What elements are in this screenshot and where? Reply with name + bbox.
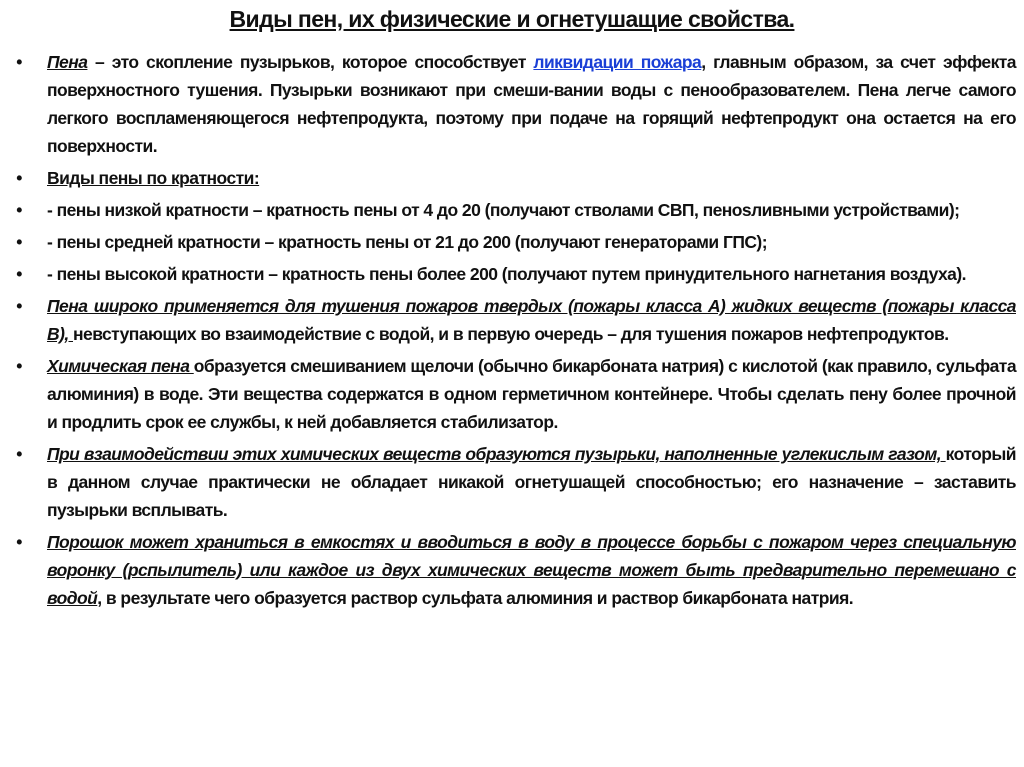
text-segment: - пены низкой кратности – кратность пены от 4 до 20 (получают стволами СВП, пенosливными устройствами); — [47, 200, 960, 220]
bullet-icon: • — [16, 444, 22, 464]
bullet-icon: • — [16, 232, 22, 252]
emphasized-text: Химическая пена — [47, 356, 194, 376]
emphasized-text: При взаимодействии этих химических веществ образуются пузырьки, наполненные углекислым газом, — [47, 444, 946, 464]
emphasized-text: Порошок может храниться в емкостях и вводиться в воду в процессе борьбы с пожаром через специальную воронку (рспылитель) или каждое из двух химических веществ может быть предварительно перемешано с водой — [47, 532, 1016, 608]
bullet-icon: • — [16, 532, 22, 552]
bullet-icon: • — [16, 264, 22, 284]
text-segment: , главным образом, за счет эффекта поверхностного тушения. Пузырьки возникают при смеши-вании воды с пенообразователем. Пена легче самого легкого воспламеняющегося нефтепродукта, поэтому при подаче на горящий нефтепродукт она остается на его поверхности. — [47, 52, 1016, 156]
text-segment: – это скопление пузырьков, которое способствует — [87, 52, 534, 72]
text-segment: невступающих во взаимодействие с водой, и в первую очередь – для тушения пожаров нефтепродуктов. — [73, 324, 949, 344]
list-item — [12, 164, 1016, 192]
text-segment: который в данном случае практически не обладает никакой огнетушащей способностью; его назначение – заставить пузырьки всплывать. — [47, 444, 1016, 520]
bullet-icon: • — [16, 356, 22, 376]
emphasized-text: Пена широко применяется для тушения пожаров твердых (пожары класса А) жидких веществ (пожары класса В), — [47, 296, 1016, 344]
text-segment: образуется смешиванием щелочи (обычно бикарбоната натрия) с кислотой (как правило, сульфата алюминия) в воде. Эти вещества содержатся в одном герметичном контейнере. Чтобы сделать пену более прочной и продлить срок ее службы, к ней добавляется стабилизатор. — [47, 356, 1016, 432]
list-item — [12, 48, 1016, 160]
bullet-icon: • — [16, 200, 22, 220]
list-item — [12, 528, 1016, 612]
list-item — [12, 260, 1016, 288]
list-item — [12, 352, 1016, 436]
bullet-icon: • — [16, 52, 22, 72]
emphasized-text: Пена — [47, 52, 88, 72]
list-item — [12, 196, 1016, 224]
text-segment: - пены высокой кратности – кратность пены более 200 (получают путем принудительного нагнетания воздуха). — [47, 264, 966, 284]
text-segment: Виды пены по кратности: — [47, 168, 260, 188]
slide-title: Виды пен, их физические и огнетушащие свойства. — [229, 6, 795, 32]
list-item — [12, 228, 1016, 256]
text-segment: , в результате чего образуется раствор сульфата алюминия и раствор бикарбоната натрия. — [97, 588, 854, 608]
bullet-icon: • — [16, 296, 22, 316]
bullet-icon: • — [16, 168, 22, 188]
hyperlink[interactable]: ликвидации пожара — [533, 52, 702, 72]
list-item — [12, 440, 1016, 524]
text-segment: - пены средней кратности – кратность пены от 21 до 200 (получают генераторами ГПС); — [47, 232, 767, 252]
bullet-list — [12, 48, 1016, 616]
list-item — [12, 292, 1016, 348]
